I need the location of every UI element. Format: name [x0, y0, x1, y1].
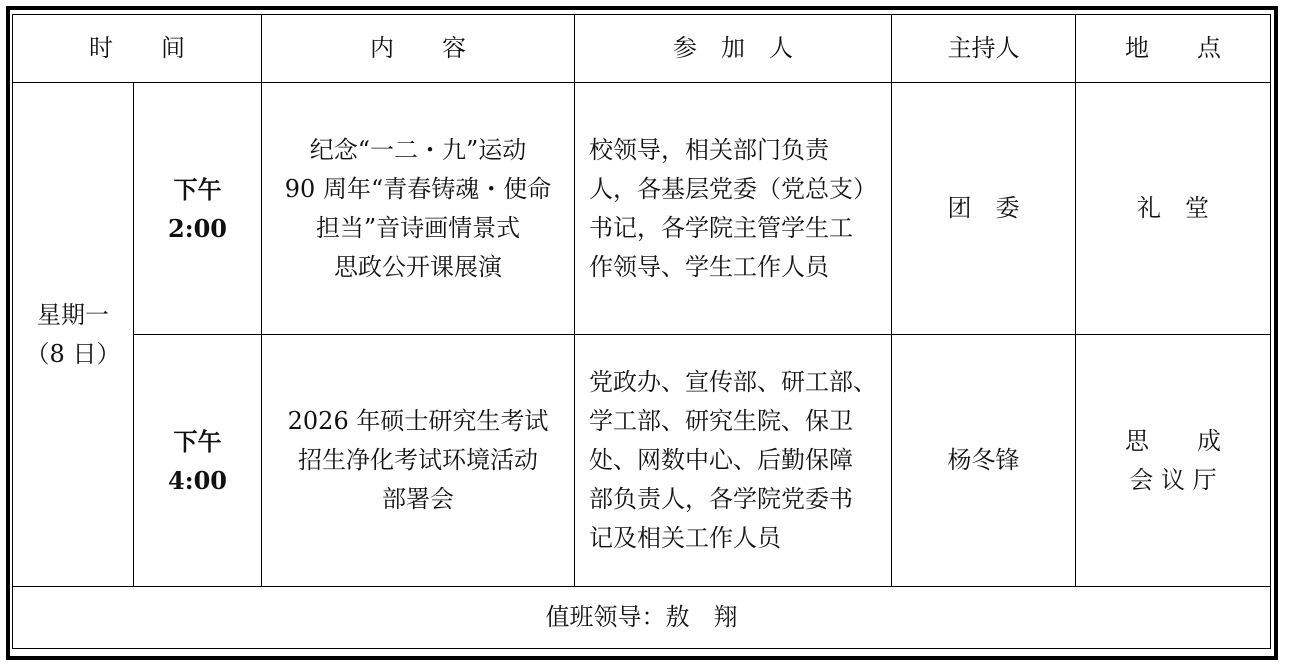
header-participants: 参 加 人 [575, 15, 892, 83]
host-cell: 团 委 [892, 83, 1076, 335]
header-row [13, 15, 1271, 83]
participants-cell: 校领导，相关部门负责 人，各基层党委（党总支） 书记，各学院主管学生工 作领导、学生工作人员 [575, 83, 892, 335]
content-cell: 纪念“一二・九”运动 90 周年“青春铸魂・使命 担当”音诗画情景式 思政公开课展演 [262, 83, 575, 335]
location-cell: 思 成 会 议 厅 [1076, 335, 1271, 587]
day-cell [13, 83, 134, 587]
table-row [13, 335, 1271, 587]
header-location: 地 点 [1076, 15, 1271, 83]
header-content: 内 容 [262, 15, 575, 83]
table-row [13, 83, 1271, 335]
footer-row [13, 587, 1271, 649]
date: （8 日） [25, 339, 121, 368]
host-cell: 杨冬锋 [892, 335, 1076, 587]
header-host: 主持人 [892, 15, 1076, 83]
header-time: 时 间 [13, 15, 262, 83]
time-cell: 下午 2:00 [134, 83, 262, 335]
weekday: 星期一 [37, 300, 109, 329]
time-cell: 下午 4:00 [134, 335, 262, 587]
location-cell: 礼 堂 [1076, 83, 1271, 335]
duty-leader: 值班领导：敖 翔 [13, 587, 1271, 649]
schedule-table [12, 14, 1271, 649]
participants-cell: 党政办、宣传部、研工部、 学工部、研究生院、保卫 处、网数中心、后勤保障 部负责人，各学院党委书 记及相关工作人员 [575, 335, 892, 587]
content-cell: 2026 年硕士研究生考试 招生净化考试环境活动 部署会 [262, 335, 575, 587]
